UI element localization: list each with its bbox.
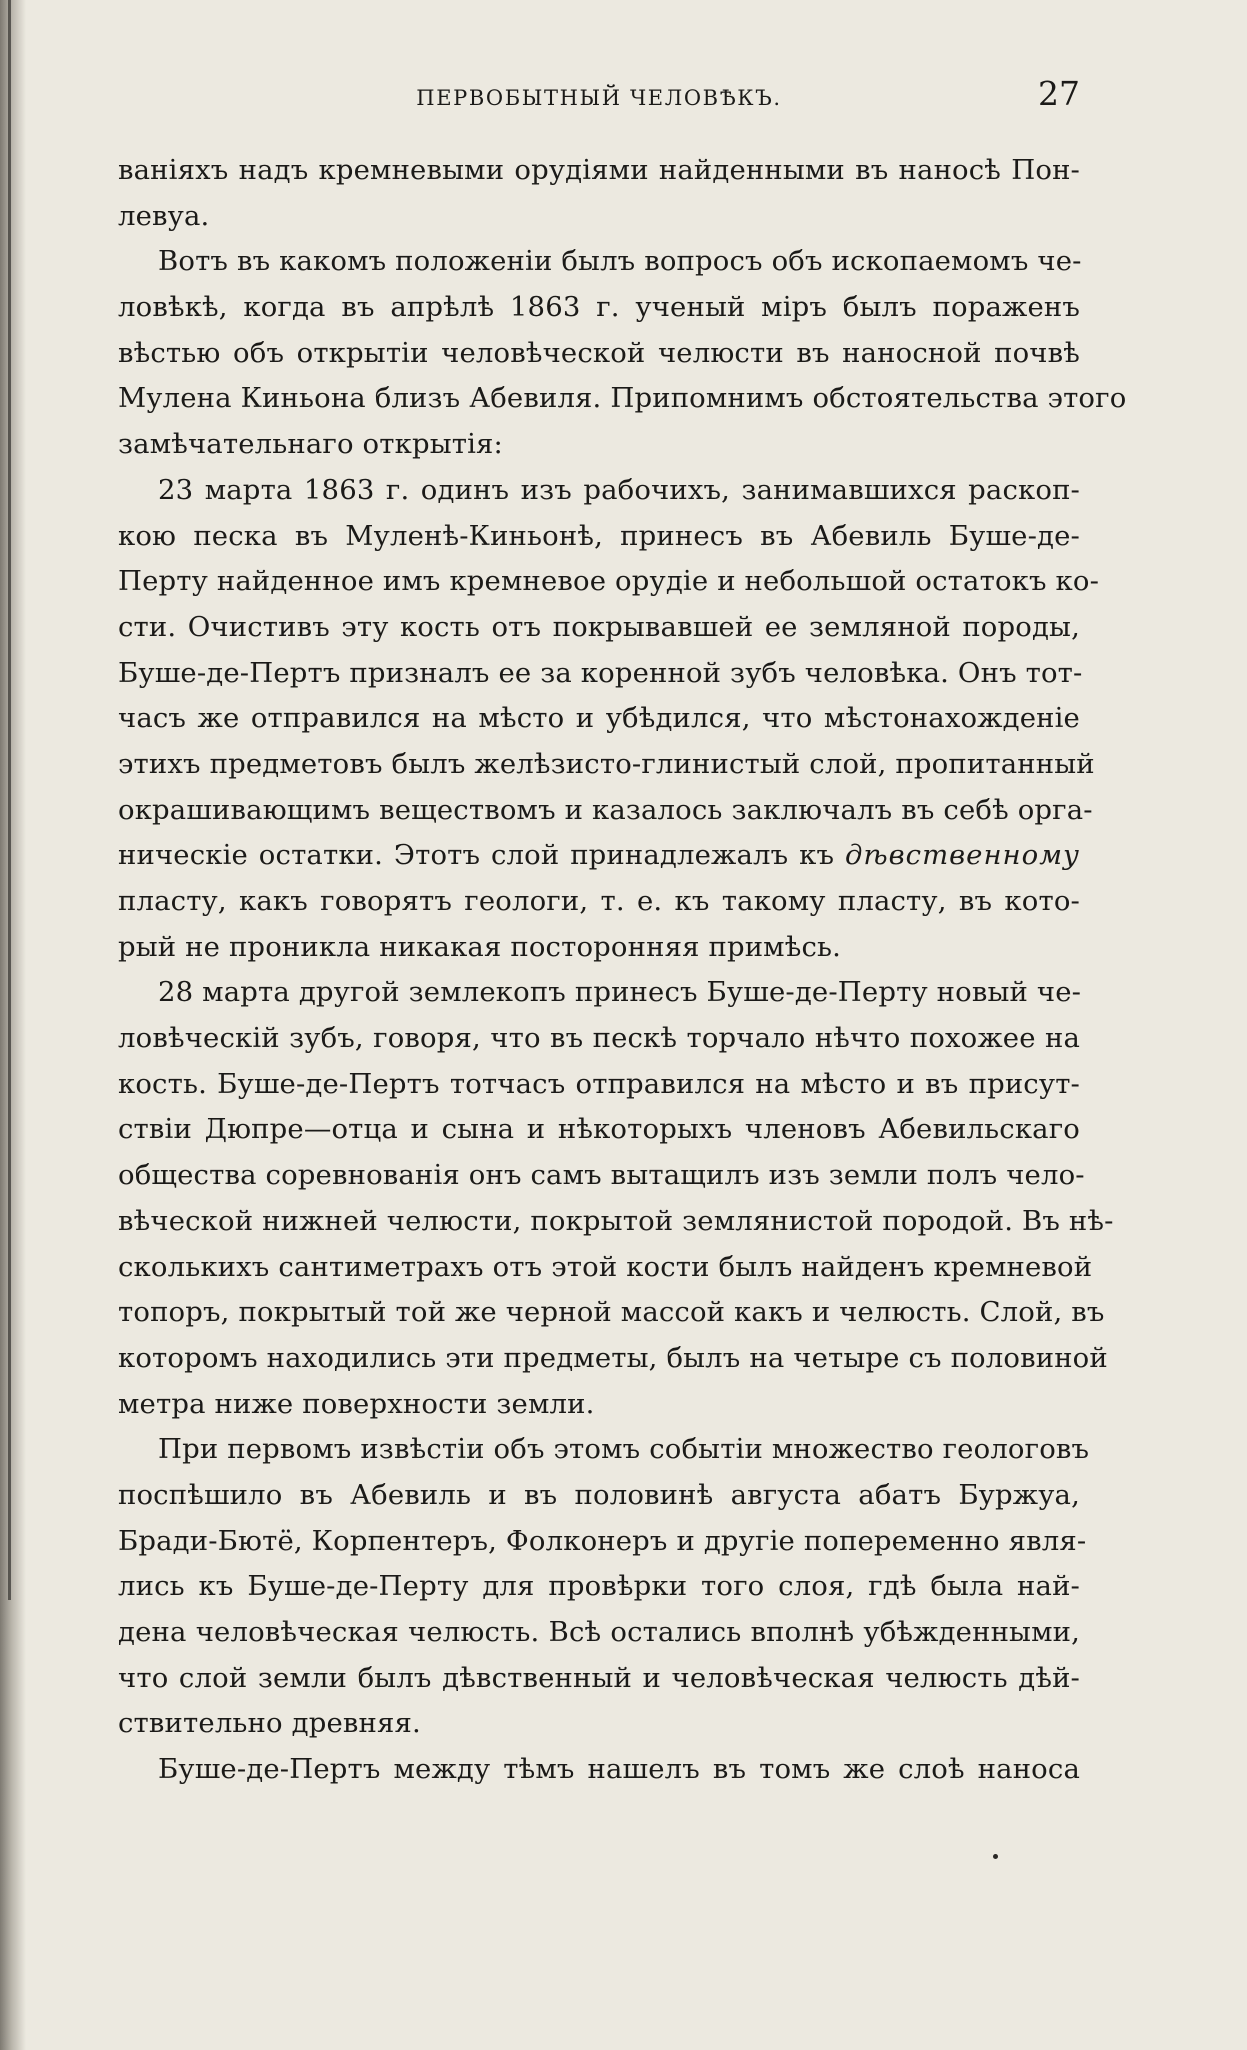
text-line: Бради-Бютё, Корпентеръ, Фолконеръ и другіе попеременно явля- bbox=[118, 1524, 1087, 1557]
text-line: пласту, какъ говорятъ геологи, т. е. къ такому пласту, въ кото- bbox=[118, 885, 1080, 917]
book-page bbox=[118, 70, 1127, 1793]
text-line: ваніяхъ надъ кремневыми орудіями найденными въ наносѣ Пон- bbox=[118, 154, 1080, 186]
text-line: вѣческой нижней челюсти, покрытой землянистой породой. Въ нѣ- bbox=[118, 1204, 1114, 1237]
paragraph-first-line: 23 марта 1863 г. одинъ изъ рабочихъ, занимавшихся раскоп- bbox=[158, 473, 1080, 506]
text-line: лись къ Буше-де-Перту для провѣрки того слоя, гдѣ была най- bbox=[118, 1570, 1080, 1603]
text-line: Мулена Киньона близъ Абевиля. Припомнимъ обстоятельства этого bbox=[118, 382, 1127, 415]
text-line: метра ниже поверхности земли. bbox=[118, 1387, 595, 1420]
paragraph-first-line: Буше-де-Пертъ между тѣмъ нашелъ въ томъ же слоѣ наноса bbox=[158, 1753, 1080, 1786]
text-line: общества соревнованія онъ самъ вытащилъ изъ земли полъ чело- bbox=[118, 1159, 1085, 1192]
text-line: вѣстью объ открытіи человѣческой челюсти въ наносной почвѣ bbox=[118, 336, 1080, 369]
emphasized-word: дѣвственному bbox=[844, 839, 1080, 872]
paragraph-first-line: При первомъ извѣстіи объ этомъ событіи множество геологовъ bbox=[158, 1433, 1090, 1466]
text-line: замѣчательнаго открытія: bbox=[118, 428, 503, 461]
running-head bbox=[118, 70, 1080, 122]
text-line-with-emphasis bbox=[118, 833, 1080, 879]
text-line: сти. Очистивъ эту кость отъ покрывавшей ее земляной породы, bbox=[118, 610, 1080, 643]
running-head-title: ПЕРВОБЫТНЫЙ ЧЕЛОВѢКЪ. bbox=[416, 86, 782, 110]
binding-edge-line bbox=[8, 0, 11, 1600]
text-line: часъ же отправился на мѣсто и убѣдился, что мѣстонахожденіе bbox=[118, 702, 1080, 735]
text-line: ловѣкѣ, когда въ апрѣлѣ 1863 г. ученый міръ былъ пораженъ bbox=[118, 291, 1080, 324]
book-binding-shadow bbox=[0, 0, 26, 2050]
text-line: ствіи Дюпре—отца и сына и нѣкоторыхъ членовъ Абевильскаго bbox=[118, 1113, 1080, 1146]
text-line: которомъ находились эти предметы, былъ на четыре съ половиной bbox=[118, 1341, 1108, 1374]
print-speck bbox=[993, 1854, 998, 1859]
text-line: поспѣшило въ Абевиль и въ половинѣ августа абатъ Буржуа, bbox=[118, 1478, 1080, 1511]
text-line: дена человѣческая челюсть. Всѣ остались вполнѣ убѣжденными, bbox=[118, 1616, 1080, 1648]
text-line: левуа. bbox=[118, 199, 210, 232]
text-line: окрашивающимъ веществомъ и казалось заключалъ въ себѣ орга- bbox=[118, 793, 1093, 826]
text-segment: ническіе остатки. Этотъ слой принадлежалъ къ bbox=[118, 839, 835, 872]
text-line: ствительно древняя. bbox=[118, 1707, 421, 1740]
body-text bbox=[118, 148, 1127, 1793]
text-line: этихъ предметовъ былъ желѣзисто-глинистый слой, пропитанный bbox=[118, 747, 1095, 780]
text-line: кою песка въ Муленѣ-Киньонѣ, принесъ въ Абевиль Буше-де- bbox=[118, 519, 1080, 552]
text-line: ловѣческій зубъ, говоря, что въ пескѣ торчало нѣчто похожее на bbox=[118, 1022, 1080, 1055]
text-line: Буше-де-Пертъ призналъ ее за коренной зубъ человѣка. Онъ тот- bbox=[118, 656, 1083, 689]
text-line: что слой земли былъ дѣвственный и человѣческая челюсть дѣй- bbox=[118, 1661, 1080, 1694]
text-line: кость. Буше-де-Пертъ тотчасъ отправился на мѣсто и въ присут- bbox=[118, 1067, 1080, 1100]
paragraph-first-line: 28 марта другой землекопъ принесъ Буше-де-Перту новый че- bbox=[158, 976, 1082, 1009]
paragraph-first-line: Вотъ въ какомъ положеніи былъ вопросъ объ ископаемомъ че- bbox=[158, 245, 1082, 278]
text-line: Перту найденное имъ кремневое орудіе и небольшой остатокъ ко- bbox=[118, 565, 1100, 598]
text-line: сколькихъ сантиметрахъ отъ этой кости былъ найденъ кремневой bbox=[118, 1250, 1093, 1283]
text-line: топоръ, покрытый той же черной массой какъ и челюсть. Слой, въ bbox=[118, 1296, 1105, 1329]
page-number: 27 bbox=[1038, 74, 1080, 113]
text-line: рый не проникла никакая посторонняя примѣсь. bbox=[118, 930, 842, 963]
